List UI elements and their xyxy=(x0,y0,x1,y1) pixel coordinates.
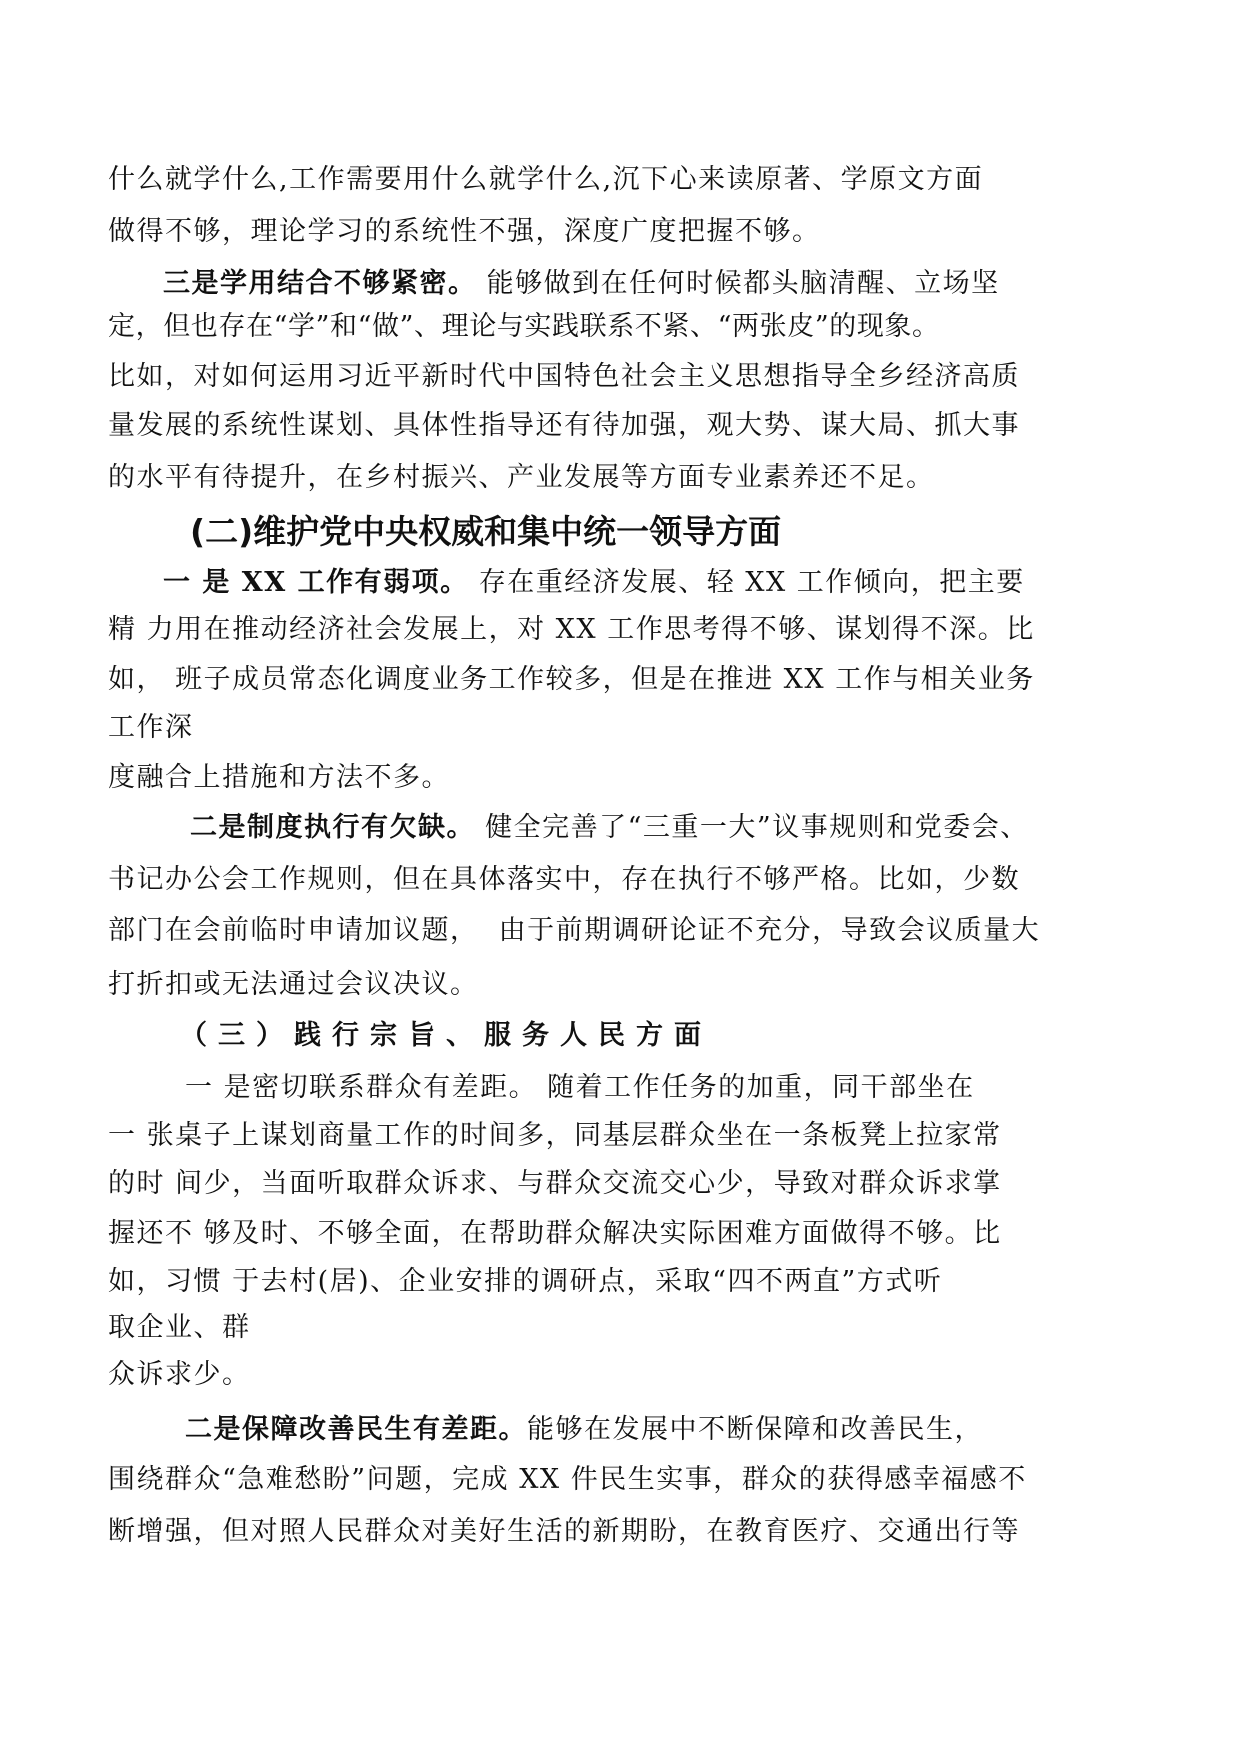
body-line: 如， 班子成员常态化调度业务工作较多，但是在推进 XX 工作与相关业务 xyxy=(108,664,1035,695)
body-line: 部门在会前临时申请加议题， 由于前期调研论证不充分，导致会议质量大 xyxy=(108,915,1041,946)
point-title: 二是制度执行有欠缺。 xyxy=(190,812,475,843)
body-line: 什么就学什么,工作需要用什么就学什么,沉下心来读原著、学原文方面 xyxy=(108,164,984,195)
point-text: 存在重经济发展、轻 XX 工作倾向，把主要 xyxy=(468,567,1025,598)
section-heading: (二)维护党中央权威和集中统一领导方面 xyxy=(190,512,782,551)
point-title: 一 是 XX 工作有弱项。 xyxy=(163,567,469,598)
body-line: 做得不够，理论学习的系统性不强，深度广度把握不够。 xyxy=(108,216,821,247)
body-line: 围绕群众“急难愁盼”问题，完成 XX 件民生实事，群众的获得感幸福感不 xyxy=(108,1464,1027,1495)
point-title: 二是保障改善民生有差距。 xyxy=(185,1414,527,1445)
body-line: 众诉求少。 xyxy=(108,1359,251,1390)
section-heading: （三）践行宗旨、服务人民方面 xyxy=(180,1020,712,1051)
paragraph-first-line xyxy=(190,808,1029,848)
paragraph-first-line xyxy=(163,264,1000,304)
point-text: 能够做到在任何时候都头脑清醒、立场坚 xyxy=(476,268,1000,299)
body-line: 断增强，但对照人民群众对美好生活的新期盼，在教育医疗、交通出行等 xyxy=(108,1516,1020,1547)
body-line: 的水平有待提升，在乡村振兴、产业发展等方面专业素养还不足。 xyxy=(108,462,935,493)
point-text: 健全完善了“三重一大”议事规则和党委会、 xyxy=(475,812,1029,843)
body-line: 度融合上措施和方法不多。 xyxy=(108,762,450,793)
body-line: 书记办公会工作规则，但在具体落实中，存在执行不够严格。比如，少数 xyxy=(108,864,1020,895)
paragraph-first-line xyxy=(185,1410,983,1450)
body-line: 如，习惯 于去村(居)、企业安排的调研点，采取“四不两直”方式听 xyxy=(108,1266,943,1297)
body-line: 精 力用在推动经济社会发展上，对 XX 工作思考得不够、谋划得不深。比 xyxy=(108,614,1035,645)
body-line: 量发展的系统性谋划、具体性指导还有待加强，观大势、谋大局、抓大事 xyxy=(108,410,1020,441)
body-line: 工作深 xyxy=(108,712,194,743)
body-line: 比如，对如何运用习近平新时代中国特色社会主义思想指导全乡经济高质 xyxy=(108,361,1020,392)
body-line: 的时 间少，当面听取群众诉求、与群众交流交心少，导致对群众诉求掌 xyxy=(108,1168,1002,1199)
paragraph-first-line: 一 是密切联系群众有差距。 随着工作任务的加重，同干部坐在 xyxy=(185,1072,975,1103)
body-line: 打折扣或无法通过会议决议。 xyxy=(108,969,479,1000)
point-title: 三是学用结合不够紧密。 xyxy=(163,268,477,299)
body-line: 一 张桌子上谋划商量工作的时间多，同基层群众坐在一条板凳上拉家常 xyxy=(108,1120,1002,1151)
body-line: 取企业、群 xyxy=(108,1312,251,1343)
body-line: 定，但也存在“学”和“做”、理论与实践联系不紧、“两张皮”的现象。 xyxy=(108,311,940,342)
paragraph-first-line xyxy=(163,563,1025,603)
body-line: 握还不 够及时、不够全面，在帮助群众解决实际困难方面做得不够。比 xyxy=(108,1218,1002,1249)
point-text: 能够在发展中不断保障和改善民生， xyxy=(527,1414,983,1445)
